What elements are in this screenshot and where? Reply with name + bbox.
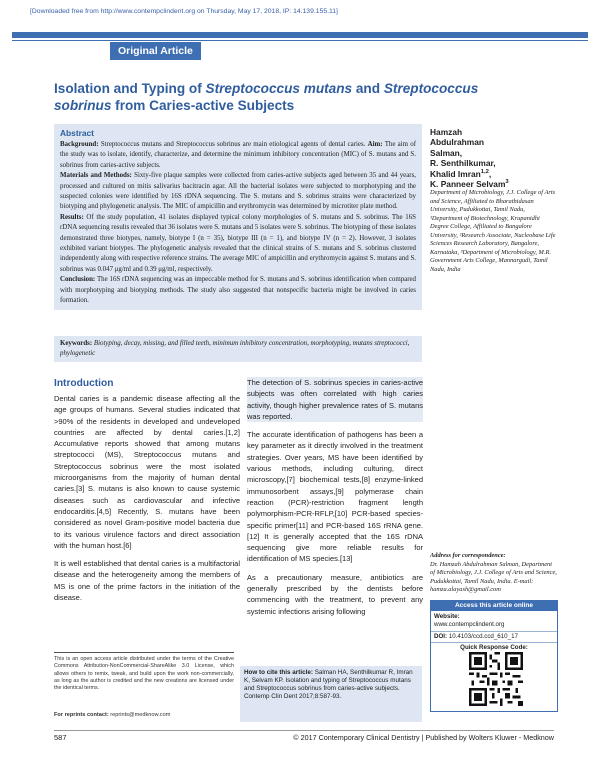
paragraph: Dental caries is a pandemic disease affecting all the age groups of humans. Several studies indicated that >90% of the residents in developed and undeveloped countries are affected by dental caries.[1,2] Accumulative reports showed that among mutans streptococci (MS), Streptococcus mutans and Streptococcus sobrinus were the most isolated microorganisms from the majority of human dental caries.[3] S. mutans is also known to cause systemic diseases such as cardiovascular and infective endocarditis.[4,5] Recently, S. mutans have been considered as novel Gram-positive model bacteria due to its various virulence factors and direct association with the human host.[6] <box>54 394 240 550</box>
download-note: [Downloaded free from http://www.contempclindent.org on Thursday, May 17, 2018, IP: 14.139.155.11] <box>30 8 338 15</box>
abstract-text: Background: Streptococcus mutans and Streptococcus sobrinus are main etiological agents of dental caries. Aim: The aim of the study was to isolate, identify, characterize, and determine the minimum inhibitory concentration (MIC) of S. mutans and S. sobrinus from caries-active subjects. Materials and Methods: Sixty-five plaque samples were collected from caries-active subjects aged between 35 and 44 years, processed and cultured on mitis salivarius bacitracin agar. All the bacterial isolates were subjected to morphotyping and the suspected colonies were identified by 16S rDNA sequencing. The S. mutans and S. sobrinus strains were characterized by biotyping and phylogenetic analysis. The MIC of ampicillin and erythromycin was determined by microtiter plate method. Results: Of the study population, 41 isolates displayed typical colony morphologies of S. mutans and S. sobrinus. The 16S rDNA sequencing results revealed that 36 isolates were S. mutans and 5 isolates were S. sobrinus. The biotyping of these isolates demonstrated three biotypes, namely, biotype I (n = 35), biotype III (n = 1), and biotype IV (n = 2). However, 3 isolates exhibited variant biotypes. The phylogenetic analysis revealed that the clinical strains of S. mutans and S. sobrinus clustered independently along with respective reference strains. The average MIC of ampicillin and erythromycin against S. mutans and S. sobrinus was 0.047 μg/ml and 0.39 μg/ml, respectively. Conclusion: The 16S rDNA sequencing was an impeccable method for S. mutans and S. sobrinus identification when compared with morphotyping and biotyping methods. The study also suggested that nonspecific bacteria might be involved in caries formation. <box>60 141 417 305</box>
article-title: Isolation and Typing of Streptococcus mutans and Streptococcus sobrinus from Caries-active Subjects <box>54 81 479 113</box>
qr-code-icon[interactable] <box>469 652 523 706</box>
correspondence: Address for correspondence: Dr. Hamzah Abdulrahman Salman, Department of Microbiology, J.J. College of Arts and Science, Pudukkottai, Tamil Nadu, India. E-mail: hamza.alayash@gmail.com <box>430 552 557 594</box>
keywords: Keywords: Biotyping, decay, missing, and filled teeth, minimum inhibitory concentration, morphotyping, mutans streptococci, phylogenetic <box>60 340 410 357</box>
doi-row: DOI: 10.4103/ccd.ccd_610_17 <box>434 633 518 640</box>
introduction-heading: Introduction <box>54 378 114 389</box>
article-type-badge: Original Article <box>110 42 201 60</box>
reprints-email[interactable]: reprints@medknow.com <box>110 712 171 718</box>
license-text: This is an open access article distributed under the terms of the Creative Commons Attribution-NonCommercial-ShareAlike 3.0 License, which allows others to remix, tweak, and build upon the work non-commercially, as long as the author is credited and the new creations are licensed under the identical terms. <box>54 656 234 692</box>
website-link[interactable]: www.contempclindent.org <box>434 621 505 628</box>
paragraph: The accurate identification of pathogens has been a key parameter as it directly involved in the treatment strategies. Over years, MS have been identified by various methods, including culturing, direct microscopy,[7] biochemical tests,[8] enzyme-linked immunosorbent assays,[9] polymerase chain reaction (PCR)-restriction fragment length polymorphism-PCR-RFLP,[10] PCR-based species-specific primer[11] and PCR-based 16S rRNA gene.[12] It is generally accepted that the 16S rDNA sequencing give more reliable results for identification of MS species.[13] <box>247 430 423 564</box>
access-heading: Access this article online <box>430 600 558 611</box>
body-column-1 <box>54 393 240 610</box>
abstract-heading: Abstract <box>60 128 94 138</box>
citation-text: How to cite this article: Salman HA, Senthilkumar R, Imran K, Selvam KP. Isolation and typing of Streptococcus mutans and Streptococcus sobrinus from caries-active subjects. Contemp Clin Dent 2017;8:587-93. <box>244 669 413 701</box>
header-rule <box>12 32 588 42</box>
doi-link[interactable]: 10.4103/ccd.ccd_610_17 <box>448 633 518 640</box>
reprints: For reprints contact: reprints@medknow.com <box>54 712 171 718</box>
page-number: 587 <box>54 733 67 742</box>
paragraph: The detection of S. sobrinus species in caries-active subjects was often correlated with high caries activity, though higher prevalence rates of S. mutans was reported. <box>247 378 423 421</box>
affiliations: Department of Microbiology, J.J. College of Arts and Science, Affiliated to Bharathidasan University, Pudukkottai, Tamil Nadu, ¹Department of Biotechnology, Krupanidhi Degree College, Affiliated to Bangalore University, ²Research Associate, Nucleobase Life Sciences Research Laboratory, Bangalore, Karnataka, ³Department of Microbiology, M.R. Government Arts College, Mannargudi, Tamil Nadu, India <box>430 189 556 273</box>
website-row: Website: www.contempclindent.org <box>434 613 505 628</box>
footer-text: © 2017 Contemporary Clinical Dentistry | Published by Wolters Kluwer - Medknow <box>293 733 554 742</box>
qr-label: Quick Response Code: <box>460 644 528 651</box>
author-list: Hamzah Abdulrahman Salman, R. Senthilkumar, Khalid Imran$^{1,2}$, K. Panneer Selvam$^3$ <box>430 127 509 190</box>
paragraph: It is well established that dental caries is a multifactorial disease and the heterogeneity among the members of MS is one of the prime factors in the initiation of the disease. <box>54 559 240 603</box>
body-column-2 <box>247 377 423 624</box>
paragraph: As a precautionary measure, antibiotics are generally prescribed by the dentists before commencing with the treatment, to prevent any systemic infections arising following <box>247 572 423 616</box>
